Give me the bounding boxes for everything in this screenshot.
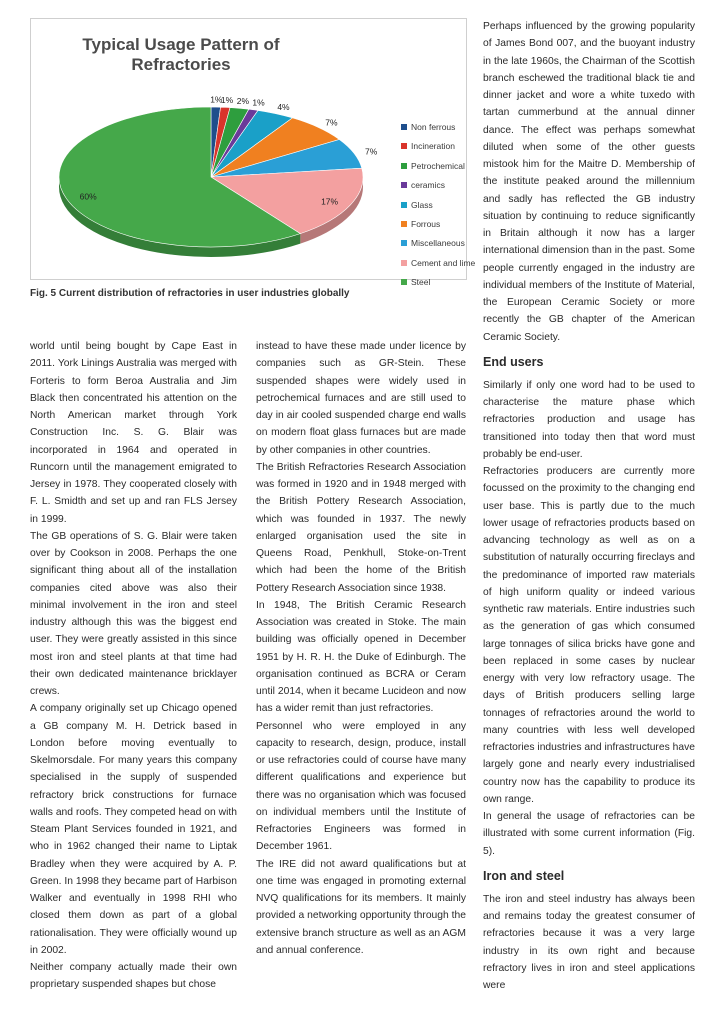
paragraph: The British Refractories Research Association was formed in 1920 and in 1948 merged with the British Pottery Research Association, which was founded in 1937. The newly enlarged organisation used the site in Queens Road, Penkhull, Stoke-on-Trent which had been the home of the British Pottery Research Association since 1938. [256,461,466,594]
figure-box [30,18,476,288]
legend-label: Incineration [411,141,455,152]
paragraph: Refractories producers are currently more focussed on the proximity to the changing end user base. This is partly due to the much lower usage of refractories products based on advancing technology as well as on a substitution of naturally occurring fireclays and the predominance of imported raw materials of high uniform quality or indeed various synthetic raw materials. Entire industries such as the generation of gas which consumed large tonnages of silica bricks have gone and been replaced in some cases by nuclear energy with very low refractory usage. The days of British producers selling large tonnages of refractories around the world to many countries with less well developed refractories industries and infrastructures have largely gone and nearly every industrialised country now has the capability to produce its own range. [483,466,695,805]
pie-data-label: 7% [365,146,378,157]
legend-label: Petrochemical [411,160,465,171]
legend-swatch [401,202,407,208]
paragraph: Neither company actually made their own proprietary suspended shapes but chose [30,962,237,991]
pie-data-label: 1% [252,97,265,108]
legend-label: Miscellaneous [411,238,465,249]
text-column-1 [30,338,237,994]
paragraph: Perhaps influenced by the growing popularity of James Bond 007, and the buoyant industry in the late 1960s, the Chairman of the Scottish branch eschewed the traditional black tie and dinner jacket and wore a white tuxedo with tartan cummerbund at the annual dinner dance. The effect was perhaps somewhat diluted when some of the other guests mistook him for the Maitre D. Membership of the institute peaked around the millennium and sadly has reflected the GB industry situation by continuing to reduce significantly in Britain although it now has a larger international dimension than in the past. Some people currently engaged in the industry are individual members of the Institute of Material, the European Ceramic Society or more recently the GB chapter of the American Ceramic Society. [483,21,695,343]
legend-swatch [401,143,407,149]
legend-label: Forrous [411,218,441,229]
pie-data-label: 1% [220,94,234,105]
section-heading-iron-and-steel: Iron and steel [483,868,565,883]
legend-swatch [401,163,407,169]
legend-label: Steel [411,277,431,288]
legend-label: Non ferrous [411,122,456,132]
legend-swatch [401,221,407,227]
pie-data-label: 2% [236,95,250,106]
legend-swatch [401,182,407,188]
text-column-3 [483,18,695,994]
pie-data-label: 4% [277,102,290,113]
paragraph: The iron and steel industry has always been and remains today the greatest consumer of refractories because it was a very large industry in its own right and because refractory lives in iron and steel applications were [483,893,695,991]
paragraph: Similarly if only one word had to be used to characterise the mature phase which refractories production and usage has transitioned into today then that word must probably be end-user. [483,379,695,460]
paragraph: In 1948, The British Ceramic Research Association was created in Stoke. The main building was officially opened in December 1951 by H. R. H. the Duke of Edinburgh. The organisation continued as BCRA or Ceram until 2014, when it became Lucideon and now has a wider remit than just refractories. [256,599,466,715]
text-column-2 [256,338,466,959]
legend-label: ceramics [411,180,446,191]
paragraph: Personnel who were employed in any capacity to research, design, produce, install or use refractories could of course have many different qualifications and experience but there was no organisation which was focused on individual members until the Institute of Refractories Engineers was formed in December 1961. [256,720,466,853]
legend-swatch [401,240,407,246]
legend-swatch [401,279,407,285]
pie-data-label: 17% [321,196,339,207]
paragraph: In general the usage of refractories can be illustrated with some current information (Fig. 5). [483,811,695,857]
pie-data-label: 1% [210,94,223,105]
pie-data-label: 7% [325,117,338,128]
paragraph: instead to have these made under licence by companies such as GR-Stein. These suspended shapes were widely used in petrochemical furnaces and are still used to day in air cooled suspended charge end walls on modern float glass furnaces but are made by other companies in other countries. [256,341,466,456]
figure-caption: Fig. 5 Current distribution of refractories in user industries globally [30,288,350,299]
pie-data-label: 60% [79,191,97,202]
legend-label: Glass [411,199,433,210]
legend-label: Cement and lime [411,257,476,268]
legend-swatch [401,124,407,130]
paragraph: A company originally set up Chicago opened a GB company M. H. Detrick based in London before moving eventually to Skelmorsdale. For many years this company specialised in the supply of suspended refractory brick constructions for furnace walls and roofs. They competed head on with Steam Plant Services founded in 1921, and who in 1962 changed their name to Liptak Bradley when they were acquired by A. P. Green. In 1998 they became part of Harbison Walker and eventually in 1998 RHI who closed them down as part of a global rationalisation. They were officially wound up in 2002. [30,703,237,956]
paragraph: The IRE did not award qualifications but at one time was engaged in promoting external NVQ qualifications for its members. It mainly provided a networking opportunity through the extensive branch structure as well as an AGM and annual conference. [256,858,466,956]
paragraph: The GB operations of S. G. Blair were taken over by Cookson in 2008. Perhaps the one significant thing about all of the installation companies cited above was also their minimal involvement in the iron and steel industry although this was the biggest end user. They were greatly assisted in this since most iron and steel plants at that time had their own dedicated maintenance bricklayer crews. [30,530,237,697]
section-heading-end-users: End users [483,354,544,369]
pie-chart [31,19,378,269]
chart-title: Typical Usage Pattern of Refractories [82,35,280,74]
legend-swatch [401,260,407,266]
paragraph: world until being bought by Cape East in 2011. York Linings Australia was merged with Forteris to form Beroa Australia and Jim Black then concentrated his attention on the North American market through York Construction Inc. S. G. Blair was incorporated in 1964 and operated in Runcorn until the management emigrated to Jersey in 1978. They cooperated closely with F. L. Smidth and set up and ran FLS Jersey in 1999. [30,341,237,525]
